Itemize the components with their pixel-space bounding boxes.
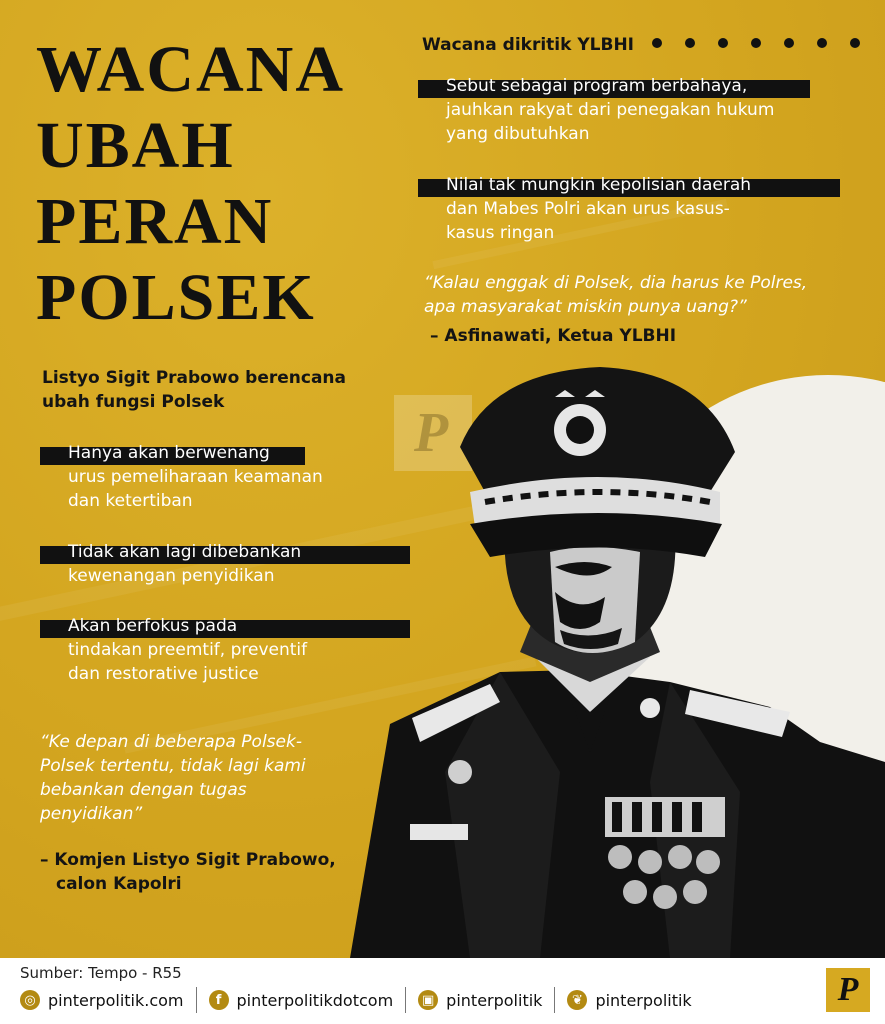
intro-text <box>42 366 346 414</box>
point-line: urus pemeliharaan keamanan <box>68 467 323 487</box>
point-line: Tidak akan lagi dibebankan <box>68 542 302 562</box>
point-line: dan ketertiban <box>68 491 193 511</box>
divider <box>196 987 197 1013</box>
attribution-line: calon Kapolri <box>56 874 182 894</box>
social-instagram[interactable] <box>418 990 542 1010</box>
social-label: pinterpolitik <box>446 990 543 1010</box>
headline-line: WACANA <box>36 33 345 106</box>
quote-line: Polsek tertentu, tidak lagi kami <box>40 756 306 776</box>
social-links <box>20 987 692 1013</box>
social-facebook[interactable] <box>209 990 394 1010</box>
point-line: tindakan preemtif, preventif <box>68 640 308 660</box>
dot-row <box>652 38 860 48</box>
headline-line: UBAH <box>36 109 235 182</box>
officer-portrait <box>350 352 885 958</box>
social-label: pinterpolitik <box>595 990 692 1010</box>
twitter-icon: ❦ <box>567 990 587 1010</box>
ylbhi-attribution: – Asfinawati, Ketua YLBHI <box>430 326 677 346</box>
critique-point <box>418 74 774 146</box>
listyo-quote <box>40 730 306 826</box>
headline-line: PERAN <box>36 185 274 258</box>
attribution-line: – Komjen Listyo Sigit Prabowo, <box>40 850 336 870</box>
point-line: dan restorative justice <box>68 664 259 684</box>
instagram-icon: ▣ <box>418 990 438 1010</box>
source-text: Sumber: Tempo - R55 <box>20 964 182 982</box>
quote-line: apa masyarakat miskin punya uang?” <box>424 297 747 317</box>
point-line: Hanya akan berwenang <box>68 443 270 463</box>
point-line: Sebut sebagai program berbahaya, <box>446 76 748 96</box>
critique-header: Wacana dikritik YLBHI <box>422 35 635 55</box>
headline-line: POLSEK <box>36 261 316 334</box>
ylbhi-quote <box>424 271 807 319</box>
point-line: Akan berfokus pada <box>68 616 238 636</box>
quote-line: “Kalau enggak di Polsek, dia harus ke Polres, <box>424 273 808 293</box>
headline <box>36 32 345 336</box>
plan-point <box>40 614 307 686</box>
plan-point <box>40 540 301 588</box>
listyo-attribution <box>40 848 336 896</box>
point-line: jauhkan rakyat dari penegakan hukum <box>446 100 775 120</box>
divider <box>554 987 555 1013</box>
divider <box>405 987 406 1013</box>
social-twitter[interactable] <box>567 990 691 1010</box>
point-line: dan Mabes Polri akan urus kasus- <box>446 199 730 219</box>
quote-line: “Ke depan di beberapa Polsek- <box>40 732 302 752</box>
facebook-icon: f <box>209 990 229 1010</box>
intro-line: ubah fungsi Polsek <box>42 392 225 412</box>
intro-line: Listyo Sigit Prabowo berencana <box>42 368 346 388</box>
brand-logo: P <box>826 968 870 1012</box>
point-line: kasus ringan <box>446 223 555 243</box>
social-website[interactable] <box>20 990 184 1010</box>
globe-icon: ◎ <box>20 990 40 1010</box>
footer <box>0 958 885 1024</box>
quote-line: bebankan dengan tugas <box>40 780 247 800</box>
critique-point <box>418 173 751 245</box>
plan-point <box>40 441 323 513</box>
point-line: kewenangan penyidikan <box>68 566 275 586</box>
point-line: Nilai tak mungkin kepolisian daerah <box>446 175 752 195</box>
watermark-logo: P <box>394 395 472 471</box>
quote-line: penyidikan” <box>40 804 143 824</box>
social-label: pinterpolitikdotcom <box>236 990 394 1010</box>
social-label: pinterpolitik.com <box>48 990 184 1010</box>
point-line: yang dibutuhkan <box>446 124 590 144</box>
